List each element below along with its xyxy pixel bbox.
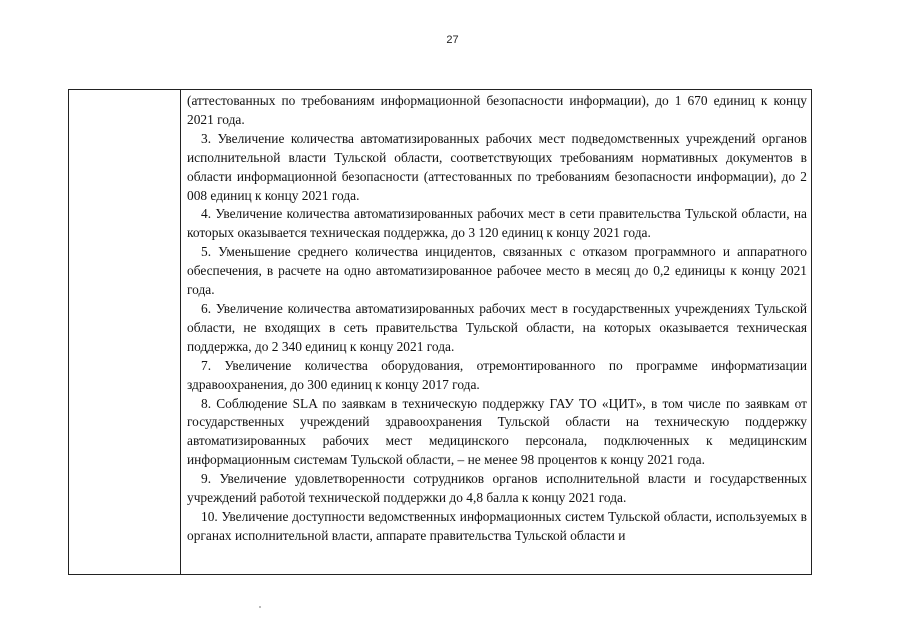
paragraph-item-8: 8. Соблюдение SLA по заявкам в техническую поддержку ГАУ ТО «ЦИТ», в том числе по заявкам от государственных учреждений здравоохранения Тульской области на техническую поддержку автоматизированных рабочих мест медицинского персонала, подключенных к медицинским информационным системам Тульской области, – не менее 98 процентов к концу 2021 года. <box>187 395 807 468</box>
paragraph-item-5: 5. Уменьшение среднего количества инцидентов, связанных с отказом программного и аппаратного обеспечения, в расчете на одно автоматизированное рабочее место в месяц до 0,2 единицы к концу 2021 года. <box>187 244 807 298</box>
table-right-cell <box>187 92 807 546</box>
paragraph-item-10: 10. Увеличение доступности ведомственных информационных систем Тульской области, используемых в органах исполнительной власти, аппарате правительства Тульской области и <box>187 508 807 543</box>
page-number: 27 <box>446 34 459 46</box>
paragraph-item-3: 3. Увеличение количества автоматизированных рабочих мест подведомственных учреждений органов исполнительной власти Тульской области, соответствующих требованиям нормативных документов в области информационной безопасности (аттестованных по требованиям безопасности информации), до 2 008 единиц к концу 2021 года. <box>187 130 807 203</box>
scan-speck <box>259 606 261 608</box>
document-table <box>68 89 812 575</box>
paragraph-item-9: 9. Увеличение удовлетворенности сотрудников органов исполнительной власти и государственных учреждений работой технической поддержки до 4,8 балла к концу 2021 года. <box>187 471 807 506</box>
paragraph-item-7: 7. Увеличение количества оборудования, отремонтированного по программе информатизации здравоохранения, до 300 единиц к концу 2017 года. <box>187 357 807 392</box>
paragraph-item-4: 4. Увеличение количества автоматизированных рабочих мест в сети правительства Тульской области, на которых оказывается техническая поддержка, до 3 120 единиц к концу 2021 года. <box>187 206 807 241</box>
table-left-cell <box>69 90 181 574</box>
paragraph-continuation: (аттестованных по требованиям информационной безопасности информации), до 1 670 единиц к концу 2021 года. <box>187 93 807 127</box>
paragraph-item-6: 6. Увеличение количества автоматизированных рабочих мест в государственных учреждениях Тульской области, не входящих в сеть правительства Тульской области, на которых оказывается техническая поддержка, до 2 340 единиц к концу 2021 года. <box>187 300 807 354</box>
